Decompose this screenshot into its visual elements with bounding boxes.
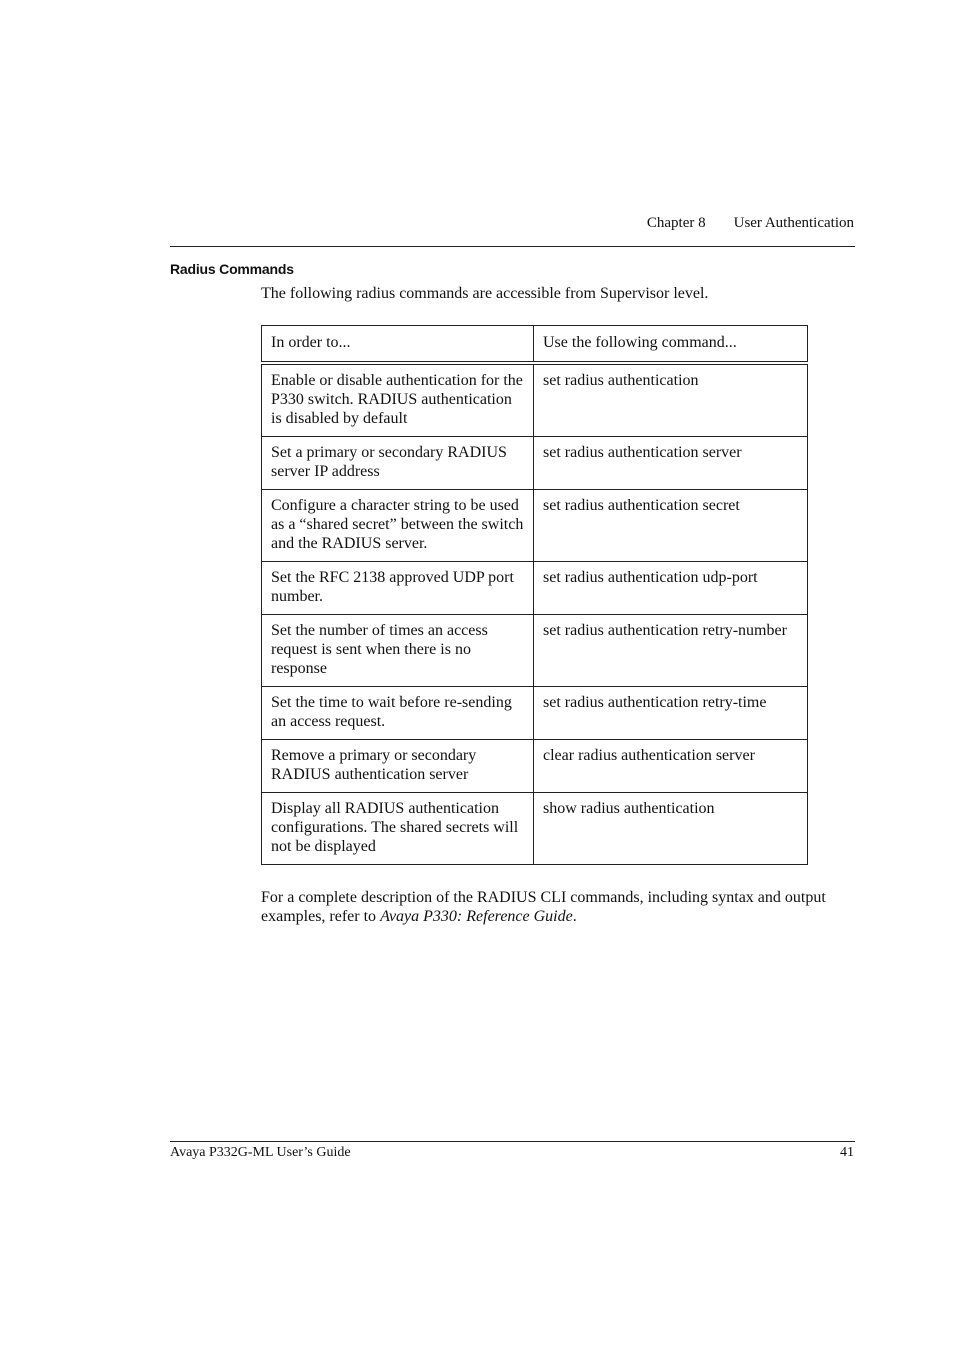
table-row: [262, 793, 808, 865]
page-number: 41: [840, 1145, 854, 1160]
command-cell: clear radius authentication server: [534, 740, 808, 793]
table-row: [262, 687, 808, 740]
purpose-cell: Remove a primary or secondary RADIUS authentication server: [262, 740, 534, 793]
command-cell: show radius authentication: [534, 793, 808, 865]
reference-guide-title: Avaya P330: Reference Guide: [380, 908, 573, 925]
command-cell: set radius authentication udp-port: [534, 562, 808, 615]
closing-text: For a complete description of the RADIUS CLI commands, including syntax and output examples, refer to: [261, 889, 826, 925]
table-row: [262, 562, 808, 615]
header-divider: [170, 246, 855, 247]
chapter-label: Chapter 8: [646, 215, 706, 231]
purpose-cell: Set the time to wait before re-sending an access request.: [262, 687, 534, 740]
intro-paragraph: The following radius commands are accessible from Supervisor level.: [261, 285, 709, 302]
table-row: [262, 437, 808, 490]
purpose-cell: Enable or disable authentication for the P330 switch. RADIUS authentication is disabled by default: [262, 363, 534, 437]
footer-document-title: Avaya P332G-ML User’s Guide: [170, 1145, 351, 1160]
table-header-row: [262, 326, 808, 364]
purpose-cell: Set the RFC 2138 approved UDP port number.: [262, 562, 534, 615]
closing-paragraph: [261, 888, 851, 926]
running-header: [647, 215, 854, 232]
table-row: [262, 740, 808, 793]
section-heading: Radius Commands: [170, 261, 294, 277]
table-row: [262, 490, 808, 562]
table-row: [262, 615, 808, 687]
column-header-purpose: In order to...: [262, 326, 534, 364]
chapter-title: User Authentication: [733, 215, 854, 231]
column-header-command: Use the following command...: [534, 326, 808, 364]
purpose-cell: Display all RADIUS authentication configurations. The shared secrets will not be displayed: [262, 793, 534, 865]
radius-commands-table: [261, 325, 808, 865]
closing-period: .: [572, 908, 577, 925]
command-cell: set radius authentication server: [534, 437, 808, 490]
purpose-cell: Set a primary or secondary RADIUS server IP address: [262, 437, 534, 490]
table-row: [262, 363, 808, 437]
command-cell: set radius authentication retry-time: [534, 687, 808, 740]
purpose-cell: Set the number of times an access request is sent when there is no response: [262, 615, 534, 687]
command-cell: set radius authentication secret: [534, 490, 808, 562]
command-cell: set radius authentication retry-number: [534, 615, 808, 687]
command-cell: set radius authentication: [534, 363, 808, 437]
purpose-cell: Configure a character string to be used as a “shared secret” between the switch and the RADIUS server.: [262, 490, 534, 562]
footer-divider: [170, 1141, 855, 1142]
